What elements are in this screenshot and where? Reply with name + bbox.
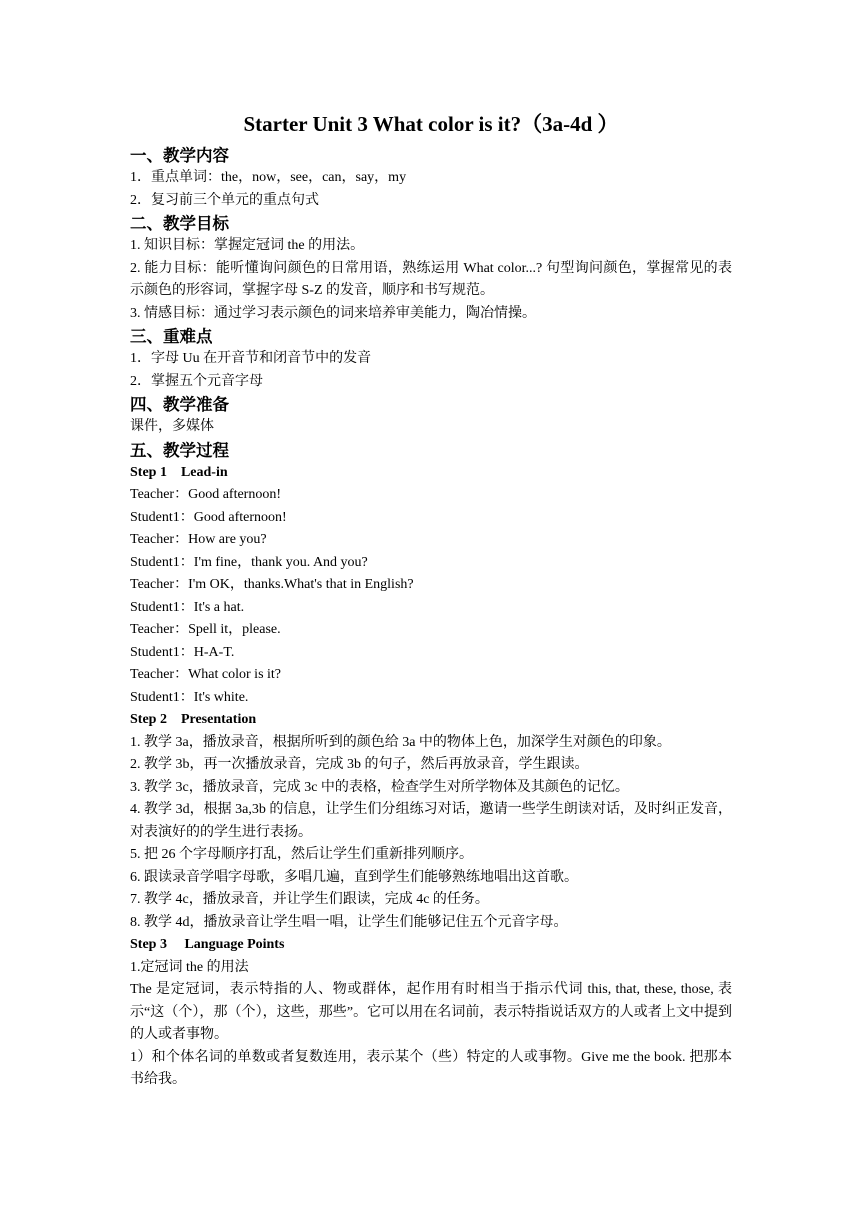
content-item: 1．重点单词：the，now，see，can，say，my (130, 170, 407, 185)
dialog-line: Teacher：Spell it，please. (130, 622, 281, 637)
section-heading-process: 五、教学过程 (130, 440, 229, 460)
presentation-item: 3. 教学 3c，播放录音，完成 3c 中的表格，检查学生对所学物体及其颜色的记忆。 (130, 779, 629, 795)
content-item: 2．复习前三个单元的重点句式 (130, 192, 319, 208)
section-heading-goals: 二、教学目标 (130, 214, 229, 233)
dialog-line: Student1：It's a hat. (130, 599, 245, 615)
presentation-item: 2. 教学 3b，再一次播放录音，完成 3b 的句子，然后再放录音，学生跟读。 (130, 757, 589, 772)
section-heading-key-points: 三、重难点 (130, 327, 213, 346)
presentation-item: 8. 教学 4d，播放录音让学生唱一唱，让学生们能够记住五个元音字母。 (130, 914, 568, 930)
dialog-line: Teacher：Good afternoon! (130, 487, 282, 502)
language-point-paragraph: The 是定冠词，表示特指的人、物或群体，起作用有时相当于指示代词 this, that, these, those, 表示“这（个），那（个），这些，那些”。它可以用在名词前，表示特指说话双方的人或者上文中提到的人或者事物。 (130, 982, 732, 1042)
dialog-line: Teacher：I'm OK，thanks.What's that in English? (130, 577, 414, 592)
goal-item: 1. 知识目标：掌握定冠词 the 的用法。 (130, 238, 365, 253)
presentation-item: 5. 把 26 个字母顺序打乱，然后让学生们重新排列顺序。 (130, 847, 473, 862)
dialog-line: Student1：It's white. (130, 689, 249, 705)
presentation-item: 6. 跟读录音学唱字母歌，多唱几遍，直到学生们能够熟练地唱出这首歌。 (130, 869, 578, 885)
step-2-heading: Step 2 Presentation (130, 712, 257, 727)
step-3-heading: Step 3 Language Points (130, 937, 285, 952)
dialog-line: Teacher：How are you? (130, 532, 267, 547)
step-1-heading: Step 1 Lead-in (130, 464, 228, 480)
document-title: Starter Unit 3 What color is it?（3a-4d ） (243, 112, 619, 136)
language-point-item: 1）和个体名词的单数或者复数连用，表示某个（些）特定的人或事物。Give me the book. 把那本书给我。 (130, 1049, 732, 1087)
presentation-item: 7. 教学 4c，播放录音，并让学生们跟读，完成 4c 的任务。 (130, 892, 489, 907)
dialog-line: Student1：H-A-T. (130, 644, 235, 660)
section-heading-preparation: 四、教学准备 (130, 395, 229, 414)
key-point-item: 1．字母 Uu 在开音节和闭音节中的发音 (130, 351, 372, 366)
section-heading-content: 一、教学内容 (130, 146, 229, 165)
language-point-heading: 1.定冠词 the 的用法 (130, 959, 249, 975)
dialog-line: Teacher：What color is it? (130, 667, 282, 682)
key-point-item: 2．掌握五个元音字母 (130, 373, 263, 389)
dialog-line: Student1：I'm fine，thank you. And you? (130, 554, 368, 570)
goal-item: 2. 能力目标：能听懂询问颜色的日常用语，熟练运用 What color...? 句型询问颜色，掌握常见的表示颜色的形容词，掌握字母 S-Z 的发音，顺序和书写规范。 (130, 260, 732, 298)
presentation-item: 4. 教学 3d，根据 3a,3b 的信息，让学生们分组练习对话，邀请一些学生朗读对话，及时纠正发音，对表演好的的学生进行表扬。 (130, 802, 732, 840)
presentation-item: 1. 教学 3a，播放录音，根据所听到的颜色给 3a 中的物体上色，加深学生对颜色的印象。 (130, 734, 671, 750)
dialog-line: Student1：Good afternoon! (130, 509, 287, 525)
preparation-text: 课件，多媒体 (130, 419, 214, 434)
goal-item: 3. 情感目标：通过学习表示颜色的词来培养审美能力，陶冶情操。 (130, 305, 536, 321)
